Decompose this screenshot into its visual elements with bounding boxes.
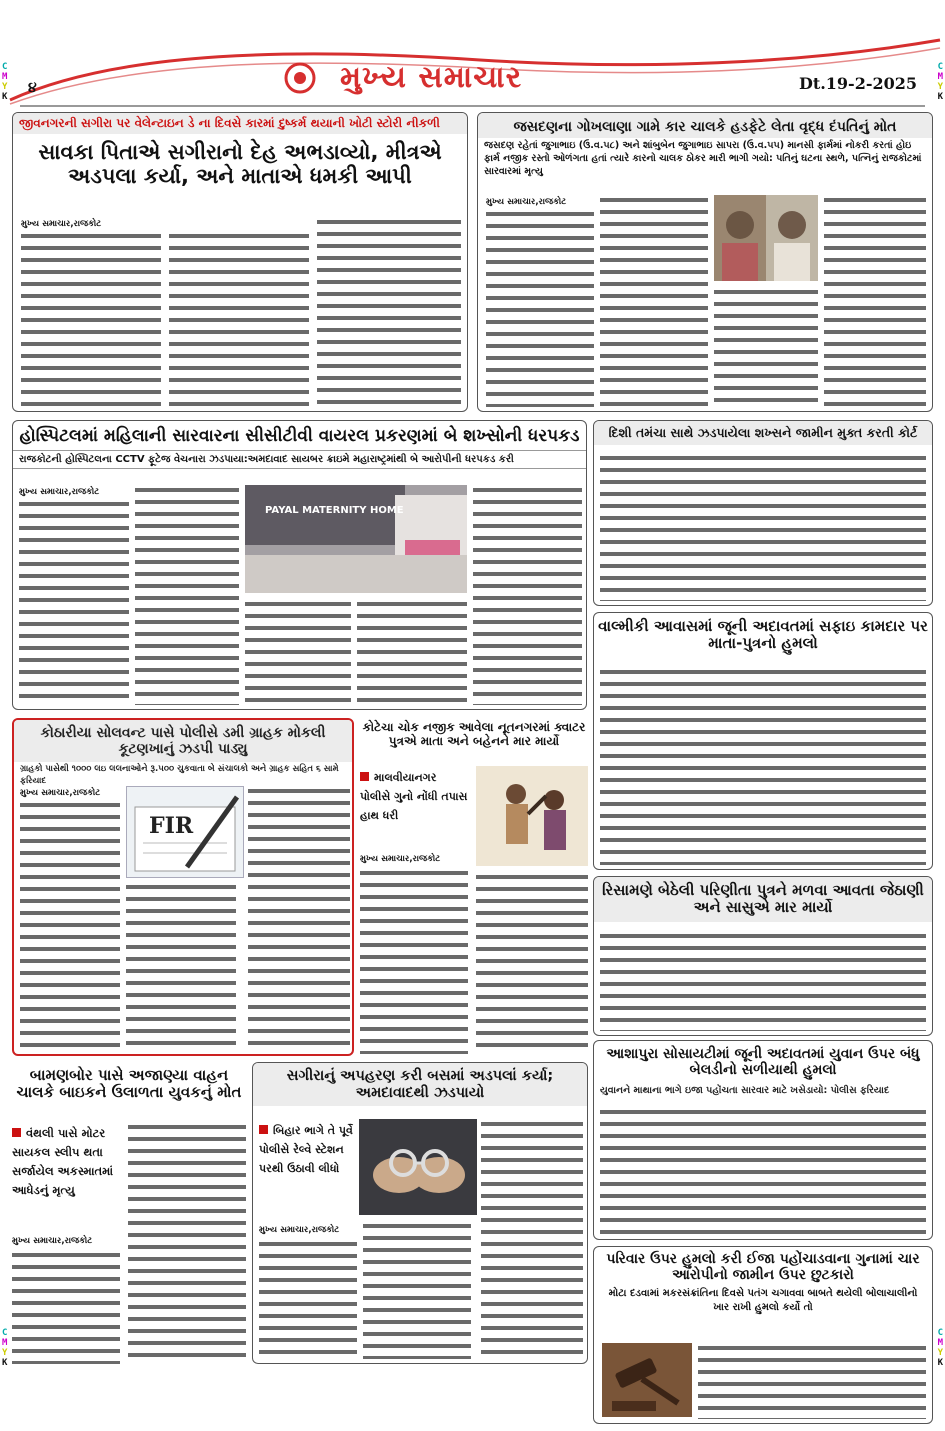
fight-icon — [476, 766, 588, 866]
story-headline: બામણબોર પાસે અજાણ્યા વાહન ચાલકે બાઇકને ઉલાળતા યુવકનું મોત — [16, 1066, 242, 1102]
text-column — [600, 195, 708, 407]
story-byline: મુખ્ય સમાચાર,રાજકોટ — [12, 1236, 93, 1246]
cmyk-marks-bottom-right — [938, 1328, 943, 1368]
story-body — [486, 195, 926, 407]
story-ashapura-attack — [593, 1040, 933, 1240]
couple-photo — [714, 195, 818, 281]
gavel-photo — [602, 1343, 692, 1417]
text-column — [476, 872, 588, 1054]
story-body — [20, 786, 350, 1052]
text-column — [259, 1239, 357, 1359]
story-risamane-attack — [593, 876, 933, 1036]
story-stepfather-case — [12, 112, 468, 412]
text-column — [473, 485, 582, 705]
cmyk-y: Y — [2, 82, 8, 92]
story-kicker: જીવનગરની સગીરા પર વેલેન્ટાઇન ડે ના દિવસે કારમાં દુષ્કર્મ થયાની ખોટી સ્ટોરી નીકળી — [13, 113, 467, 134]
story-valmiki-attack — [593, 612, 933, 870]
text-column — [600, 453, 926, 601]
story-bamanbor-accident — [12, 1064, 246, 1364]
story-side-head: બિહાર ભાગે તે પૂર્વે પોલીસે રેલ્વે સ્ટેશન પરથી ઉઠાવી લીધો — [259, 1124, 353, 1175]
cmyk-m: M — [2, 72, 8, 82]
story-cctv-arrest — [12, 420, 587, 710]
gavel-icon — [602, 1343, 692, 1417]
text-column — [600, 931, 926, 1031]
text-column — [12, 1250, 120, 1364]
cmyk-marks-bottom-left — [2, 1328, 7, 1368]
text-column — [698, 1343, 926, 1419]
page-number: ૪ — [28, 80, 37, 96]
cmyk-m: M — [2, 1338, 8, 1348]
cmyk-y: Y — [2, 1348, 8, 1358]
story-headline: સાવકા પિતાએ સગીરાનો દેહ અભડાવ્યો, મીત્રએ અડપલા કર્યા, અને માતાએ ધમકી આપી — [38, 140, 442, 189]
cmyk-k: K — [2, 92, 8, 102]
story-headline: હોસ્પિટલમાં મહિલાની સારવારના સીસીટીવી વાયરલ પ્રકરણમાં બે શખ્સોની ધરપકડ — [19, 426, 580, 446]
text-column — [248, 786, 350, 1052]
cmyk-c: C — [2, 1328, 8, 1338]
story-byline: મુખ્ય સમાચાર,રાજકોટ — [486, 197, 567, 207]
handcuffs-photo — [359, 1119, 477, 1215]
story-headline: જસદણના ગોખલાણા ગામે કાર ચાલકે હડફેટે લેતા વૃદ્ધ દંપતિનું મોત — [478, 113, 932, 138]
story-side-head: માલવીયાનગર પોલીસે ગુનો નોંધી તપાસ હાથ ધરી — [360, 771, 468, 822]
cmyk-c: C — [2, 62, 8, 72]
text-column — [135, 485, 239, 705]
masthead — [0, 0, 945, 108]
text-column — [714, 287, 818, 407]
cmyk-y: Y — [937, 1348, 943, 1358]
text-column — [824, 195, 926, 407]
story-byline: મુખ્ય સમાચાર,રાજકોટ — [360, 854, 441, 864]
clinic-sign: PAYAL MATERNITY HOME — [265, 505, 404, 516]
story-jasdan-accident — [477, 112, 933, 412]
cmyk-c: C — [937, 1328, 943, 1338]
story-headline: રિસામણે બેઠેલી પરિણીતા પુત્રને મળવા આવતા જેઠાણી અને સાસુએ માર માર્યો — [594, 877, 932, 922]
fir-stamp: FIR — [149, 813, 194, 839]
story-byline: મુખ્ય સમાચાર,રાજકોટ — [19, 487, 100, 497]
bullet-icon — [360, 772, 369, 781]
section-title: મુખ્ય સમાચાર — [340, 60, 523, 95]
story-subhead: યુવાનને માથાના ભાગે ઇજા પહોંચતા સારવાર માટે ખસેડાયો: પોલીસ ફરિયાદ — [600, 1085, 890, 1097]
bullet-icon — [12, 1128, 21, 1137]
text-column — [317, 217, 461, 407]
text-column — [245, 599, 351, 705]
text-column — [169, 231, 309, 407]
text-column — [600, 1107, 926, 1235]
text-column — [481, 1119, 583, 1359]
story-byline: મુખ્ય સમાચાર,રાજકોટ — [259, 1225, 340, 1235]
text-column — [19, 499, 129, 705]
text-column — [128, 1122, 246, 1364]
text-column — [126, 882, 236, 1052]
text-column — [486, 209, 594, 407]
text-column — [357, 599, 467, 705]
fir-document-photo — [126, 786, 244, 878]
text-column — [600, 667, 926, 865]
story-side-head: વંથલી પાસે મોટર સાયકલ સ્લીપ થતા સર્જાયેલ અકસ્માતમાં આધેડનું મૃત્યુ — [12, 1126, 114, 1197]
cmyk-k: K — [937, 1358, 943, 1368]
assault-illustration — [476, 766, 588, 866]
cmyk-m: M — [937, 1338, 943, 1348]
story-side-note — [360, 766, 468, 846]
text-column — [21, 231, 161, 407]
story-headline: કોટેચા ચોક નજીક આવેલા નૂતનગરમાં ક્વાટર પુત્રએ માતા અને બહેનને માર માર્યો — [362, 720, 586, 748]
handcuffs-icon — [359, 1119, 477, 1215]
text-column — [363, 1221, 471, 1359]
story-nutannagar-assault — [360, 718, 588, 1056]
story-subhead: રાજકોટની હોસ્પિટલના CCTV ફૂટેજ વેચનારા ઝડપાયા:અમદાવાદ સાયબર ક્રાઇમે મહારાષ્ટ્રમાંથી બે આરોપીની ધરપકડ કરી — [13, 450, 586, 470]
text-column — [360, 868, 468, 1054]
story-kothariya-raid — [12, 718, 354, 1056]
story-headline: આશાપુરા સોસાયટીમાં જૂની અદાવતમાં યુવાન ઉપર બંધુ બેલડીનો સળીયાથી હુમલો — [606, 1046, 920, 1079]
story-side-note — [259, 1119, 355, 1219]
story-headline: કોઠારીયા સોલવન્ટ પાસે પોલીસે ડમી ગ્રાહક મોકલી કૂટણખાનું ઝડપી પાડ્યુ — [14, 720, 352, 762]
story-headline: દિશી તમંચા સાથે ઝડપાયેલા શખ્સને જામીન મુક્ત કરતી કોર્ટ — [594, 421, 932, 445]
story-headline: સગીરાનું અપહરણ કરી બસમાં અડપલાં કર્યા; અમદાવાદથી ઝડપાયો — [253, 1063, 587, 1106]
story-pistol-bail — [593, 420, 933, 606]
cmyk-c: C — [937, 62, 943, 72]
story-headline: વાલ્મીકી આવાસમાં જૂની અદાવતમાં સફાઇ કામદાર પર માતા-પુત્રનો હુમલો — [598, 617, 928, 653]
portrait-icon — [714, 195, 818, 281]
story-body — [21, 217, 461, 407]
story-headline: પરિવાર ઉપર હુમલો કરી ઈજા પહોંચાડવાના ગુનામાં ચાર આરોપીનો જામીન ઉપર છુટકારો — [606, 1251, 920, 1284]
story-byline: મુખ્ય સમાચાર,રાજકોટ — [21, 219, 102, 229]
cmyk-y: Y — [937, 82, 943, 92]
text-column — [20, 800, 120, 1052]
cmyk-k: K — [937, 92, 943, 102]
story-side-note — [12, 1122, 120, 1230]
story-subhead: જસદણ રહેતાં જુગાભાઇ (ઉ.વ.૫૮) અને શાંબુબેન જુગાભાઇ સાપરા (ઉ.વ.૫૫) માનસી ફાર્મમાં નોકરી કરતાં હોઇ ફાર્મ નજીક રસ્તો ઓળંગતા હતાં ત્યારે કારનો ચાલક ઠોકર મારી ભાગી ગયો: પતિનું ઘટના સ્થળે, પત્નિનું રાજકોટમાં સારવારમાં મૃત્યુ — [484, 140, 922, 177]
maternity-home-photo — [245, 485, 467, 593]
cmyk-m: M — [937, 72, 943, 82]
story-body — [19, 485, 582, 705]
clinic-icon — [245, 485, 467, 593]
issue-date: Dt.19-2-2025 — [798, 74, 917, 93]
cmyk-k: K — [2, 1358, 8, 1368]
story-minor-abduction — [252, 1062, 588, 1364]
story-subhead: મોટા દડવામાં મકરસંક્રાંતિના દિવસે પતંગ ચગાવવા બાબતે થયેલી બોલાચાલીનો ખાર રાખી હુમલો કર્યો તો — [608, 1288, 918, 1313]
bullet-icon — [259, 1125, 268, 1134]
story-family-attack-bail — [593, 1246, 933, 1424]
story-byline: મુખ્ય સમાચાર,રાજકોટ — [20, 788, 101, 798]
story-subhead: ગ્રાહકો પાસેથી ૧૦૦૦ લઇ લલનાઓને રૂ.૫૦૦ ચુકવાતા બે સંચાલકો અને ગ્રાહક સહિત ૬ સામે ફરિયાદ — [20, 764, 339, 786]
